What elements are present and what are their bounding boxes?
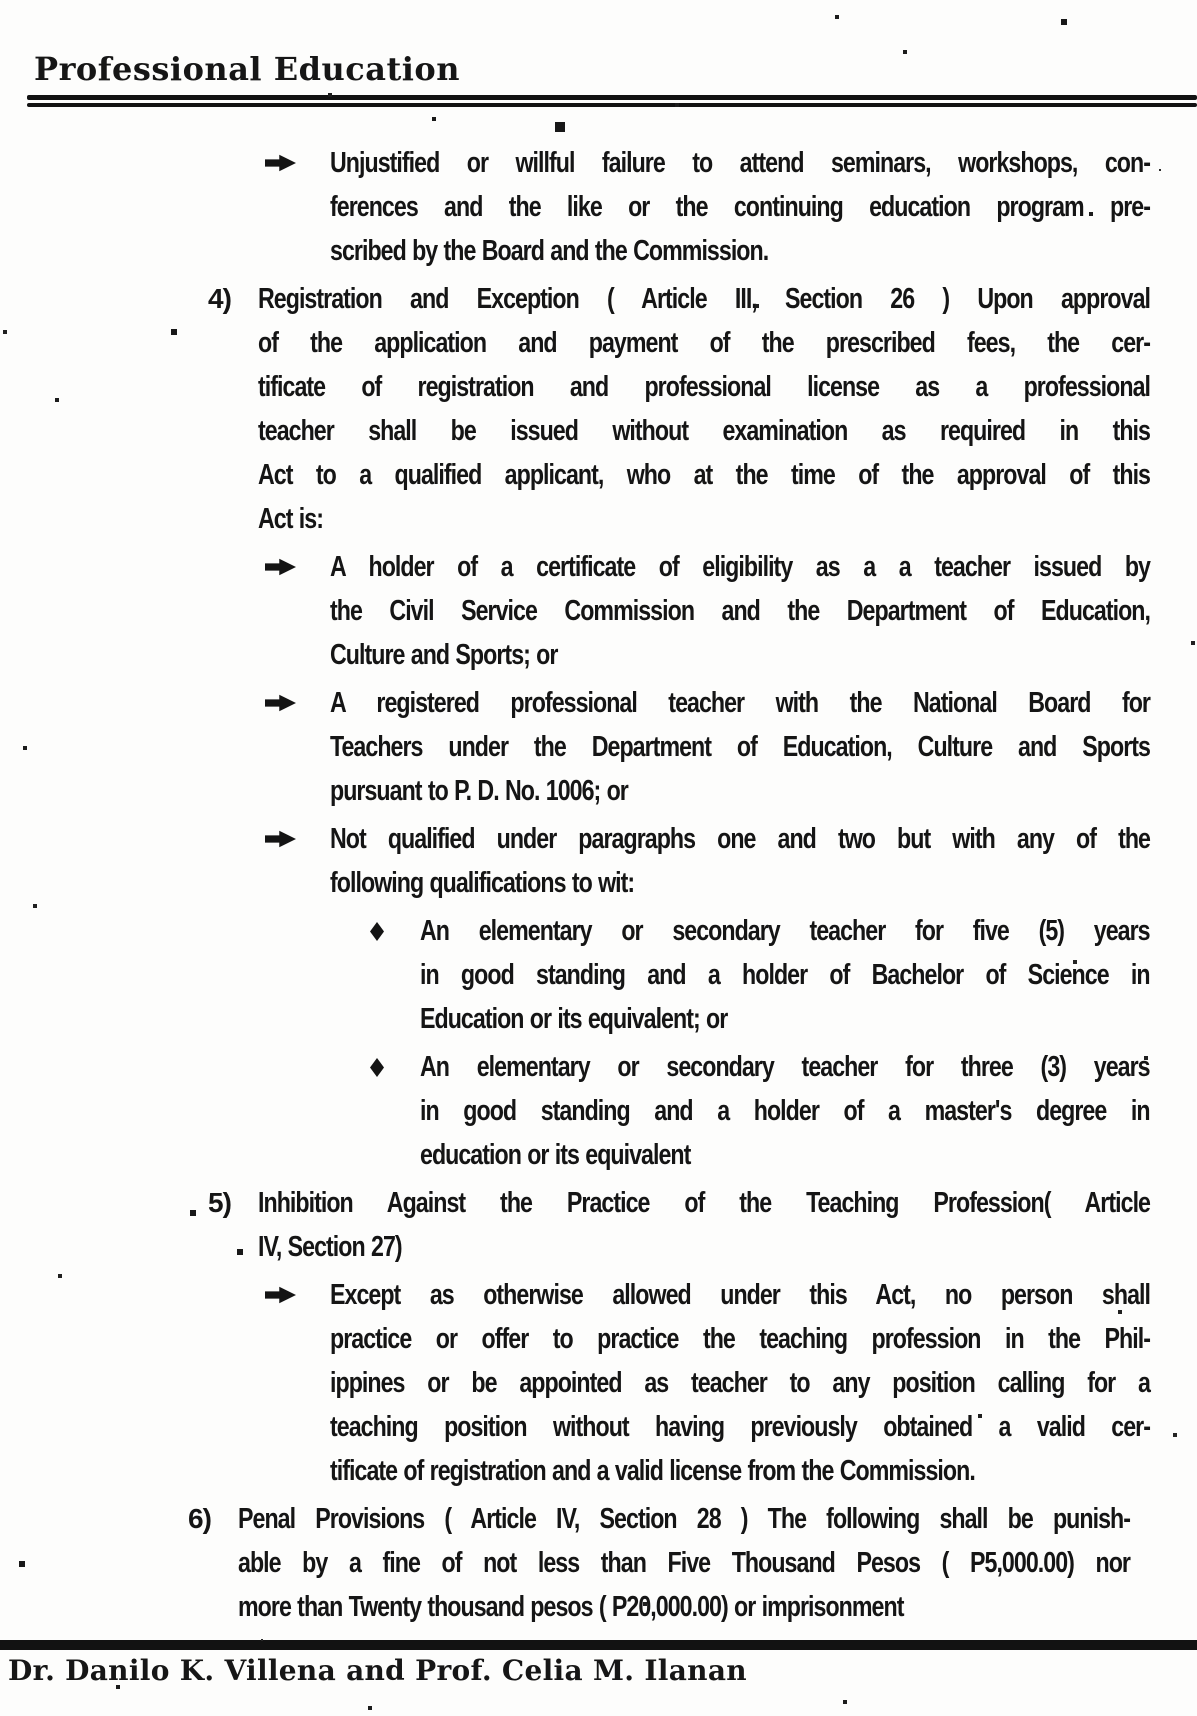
list-number: 6) <box>188 1503 211 1534</box>
list-item-text <box>258 1181 1150 1269</box>
text-line: tificate of registration and professional license as a professional <box>258 371 1150 403</box>
list-item-text <box>330 681 1150 813</box>
text-line: A holder of a certificate of eligibility as a a teacher issued by <box>330 551 1150 583</box>
list-number: 5) <box>208 1187 231 1218</box>
text-line: more than Twenty thousand pesos ( P20,000.00) or imprisonment <box>238 1591 904 1623</box>
list-number: 4) <box>208 283 231 314</box>
text-line: Act is: <box>258 503 323 535</box>
text-line: Unjustified or willful failure to attend seminars, workshops, con- <box>330 147 1150 179</box>
list-item <box>208 545 1150 677</box>
list-item <box>208 1181 1150 1269</box>
page-title: Professional Education <box>34 50 461 88</box>
text-line: education or its equivalent <box>420 1139 691 1171</box>
header-double-rule <box>27 95 1197 107</box>
list-item-text <box>420 909 1150 1041</box>
text-line: An elementary or secondary teacher for three (3) years <box>420 1051 1150 1083</box>
diamond-bullet-icon <box>370 922 384 941</box>
text-line: Education or its equivalent; or <box>420 1003 728 1035</box>
list-item <box>208 277 1150 541</box>
text-line: the Civil Service Commission and the Department of Education, <box>330 595 1150 627</box>
text-line: in good standing and a holder of Bachelor of Science in <box>420 959 1150 991</box>
text-line: scribed by the Board and the Commission. <box>330 235 769 267</box>
list-item <box>208 909 1150 1041</box>
text-line: Registration and Exception ( Article III, Section 26 ) Upon approval <box>258 283 1150 315</box>
arrow-bullet-icon <box>265 1286 296 1304</box>
body-text <box>188 141 1150 1633</box>
arrow-bullet-icon <box>265 694 296 712</box>
list-item-text <box>238 1497 1130 1629</box>
text-line: Penal Provisions ( Article IV, Section 28 ) The following shall be punish- <box>238 1503 1130 1535</box>
header-rule-line-1 <box>27 95 1197 100</box>
header-rule-line-2 <box>27 103 1197 107</box>
list-item <box>208 817 1150 905</box>
list-item-text <box>258 277 1150 541</box>
diamond-bullet-icon <box>370 1058 384 1077</box>
footer-rule <box>0 1640 1197 1650</box>
text-line: teacher shall be issued without examination as required in this <box>258 415 1150 447</box>
list-item <box>208 681 1150 813</box>
list-item <box>208 1045 1150 1177</box>
text-line: following qualifications to wit: <box>330 867 635 899</box>
list-item <box>208 1273 1150 1493</box>
arrow-bullet-icon <box>265 830 296 848</box>
text-line: pursuant to P. D. No. 1006; or <box>330 775 628 807</box>
text-line: A registered professional teacher with the National Board for <box>330 687 1150 719</box>
text-line: of the application and payment of the prescribed fees, the cer- <box>258 327 1150 359</box>
text-line: in good standing and a holder of a master's degree in <box>420 1095 1150 1127</box>
text-line: Except as otherwise allowed under this Act, no person shall <box>330 1279 1150 1311</box>
text-line: practice or offer to practice the teaching profession in the Phil- <box>330 1323 1150 1355</box>
text-line: able by a fine of not less than Five Thousand Pesos ( P5,000.00) nor <box>238 1547 1130 1579</box>
text-line: teaching position without having previously obtained a valid cer- <box>330 1411 1150 1443</box>
text-line: Teachers under the Department of Education, Culture and Sports <box>330 731 1150 763</box>
footer-authors: Dr. Danilo K. Villena and Prof. Celia M. Ilanan <box>8 1654 747 1687</box>
list-item-text <box>330 141 1150 273</box>
arrow-bullet-icon <box>265 154 296 172</box>
text-line: An elementary or secondary teacher for five (5) years <box>420 915 1150 947</box>
text-line: tificate of registration and a valid license from the Commission. <box>330 1455 975 1487</box>
list-item-text <box>420 1045 1150 1177</box>
text-line: Culture and Sports; or <box>330 639 558 671</box>
text-line: Inhibition Against the Practice of the Teaching Profession( Article <box>258 1187 1150 1219</box>
list-item-text <box>330 1273 1150 1493</box>
arrow-bullet-icon <box>265 558 296 576</box>
text-line: Act to a qualified applicant, who at the time of the approval of this <box>258 459 1150 491</box>
list-item <box>188 1497 1150 1629</box>
text-line: Not qualified under paragraphs one and two but with any of the <box>330 823 1150 855</box>
text-line: ippines or be appointed as teacher to any position calling for a <box>330 1367 1150 1399</box>
list-item <box>208 141 1150 273</box>
text-line: ferences and the like or the continuing education program pre- <box>330 191 1150 223</box>
list-item-text <box>330 545 1150 677</box>
list-item-text <box>330 817 1150 905</box>
text-line: IV, Section 27) <box>258 1231 402 1263</box>
